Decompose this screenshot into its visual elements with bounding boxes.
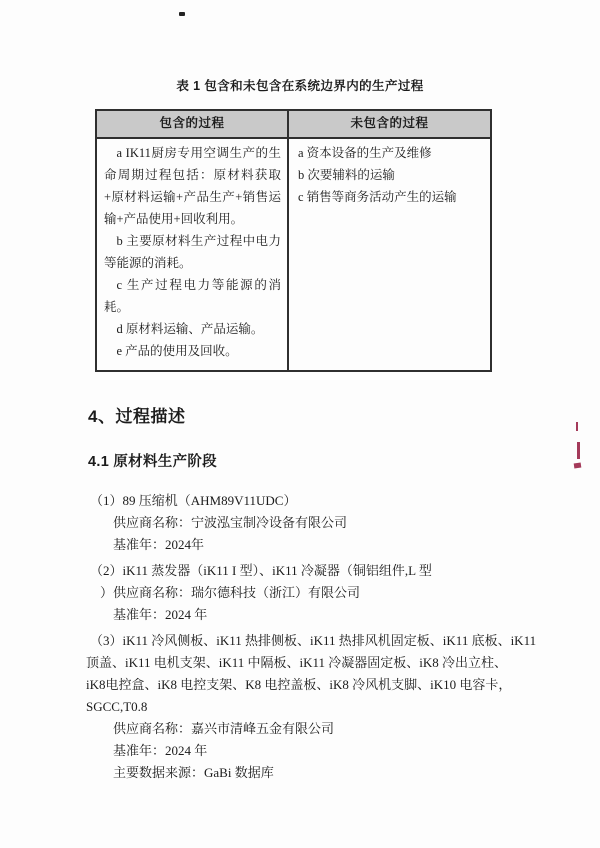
included-item-a: a IK11厨房专用空调生产的生命周期过程包括：原材料获取+原材料运输+产品生产+销售运输+产品使用+回收利用。 xyxy=(104,146,281,226)
body-line-supplier3: 供应商名称：嘉兴市清峰五金有限公司 xyxy=(113,721,335,736)
scan-speck xyxy=(179,12,185,16)
table-body-row xyxy=(96,138,491,371)
body-line-item3-cont2: iK8电控盒、iK8 电控支架、K8 电控盖板、iK8 冷风机支脚、iK10 电容卡， xyxy=(86,677,512,692)
excluded-item-c: c 销售等商务活动产生的运输 xyxy=(298,190,457,204)
body-line-supplier1: 供应商名称：宁波泓宝制冷设备有限公司 xyxy=(113,515,348,530)
included-item-c: c 生产过程电力等能源的消耗。 xyxy=(104,278,281,314)
included-item-e: e 产品的使用及回收。 xyxy=(116,344,238,358)
body-line-baseyear2: 基准年：2024 年 xyxy=(113,607,208,622)
included-processes-cell xyxy=(96,138,288,371)
body-line-item3-cont3: SGCC,T0.8 xyxy=(86,699,148,714)
column-header-included: 包含的过程 xyxy=(96,110,288,138)
red-pen-mark xyxy=(577,442,580,459)
system-boundary-table xyxy=(95,109,492,372)
column-header-excluded: 未包含的过程 xyxy=(288,110,491,138)
body-line-item2: （2）iK11 蒸发器（iK11 I 型）、iK11 冷凝器（铜铝组件,L 型 xyxy=(90,563,432,578)
section-heading: 4、过程描述 xyxy=(88,407,186,426)
included-item-b: b 主要原材料生产过程中电力等能源的消耗。 xyxy=(104,234,281,270)
excluded-item-a: a 资本设备的生产及维修 xyxy=(298,146,432,160)
table-header-row xyxy=(96,110,491,138)
excluded-processes-cell xyxy=(288,138,491,371)
body-line-supplier2: ）供应商名称：瑞尔德科技（浙江）有限公司 xyxy=(100,585,361,600)
body-line-item1: （1）89 压缩机（AHM89V11UDC） xyxy=(90,493,297,508)
red-pen-mark xyxy=(574,463,582,469)
included-item-d: d 原材料运输、产品运输。 xyxy=(116,322,264,336)
red-pen-mark xyxy=(576,422,578,431)
excluded-item-b: b 次要辅料的运输 xyxy=(298,168,395,182)
body-line-item3-cont1: 顶盖、iK11 电机支架、iK11 中隔板、iK11 冷凝器固定板、iK8 冷出立柱、 xyxy=(86,655,508,670)
body-line-item3: （3）iK11 冷风侧板、iK11 热排侧板、iK11 热排风机固定板、iK11 底板、iK11 xyxy=(90,633,537,648)
body-line-baseyear1: 基准年：2024年 xyxy=(113,537,205,552)
body-line-baseyear3: 基准年：2024 年 xyxy=(113,743,208,758)
subsection-heading: 4.1 原材料生产阶段 xyxy=(88,454,217,470)
body-line-data-source: 主要数据来源：GaBi 数据库 xyxy=(113,765,274,780)
body-content xyxy=(86,490,560,784)
table-caption: 表 1 包含和未包含在系统边界内的生产过程 xyxy=(176,79,424,93)
